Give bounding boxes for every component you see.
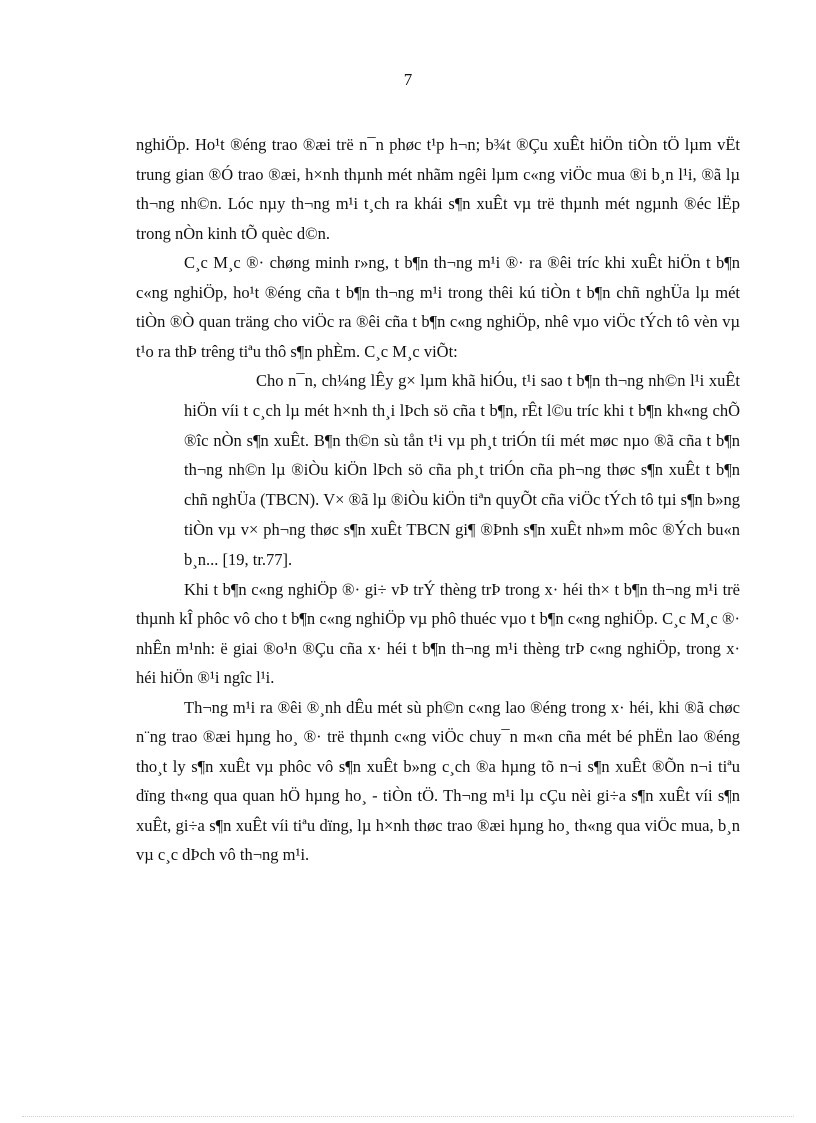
paragraph-industrial-capital: Khi t b¶n c«ng nghiÖp ®· gi÷ vÞ trÝ thèng trÞ trong x· héi th× t b¶n th¬ng m¹i trë thµnh kÎ phôc vô cho t b¶n c«ng nghiÖp vµ phô thuéc vµo t b¶n c«ng nghiÖp. C¸c M¸c ®· nhÊn m¹nh: ë giai ®o¹n ®Çu cña x· héi t b¶n th¬ng m¹i thèng trÞ c«ng nghiÖp, trong x· héi hiÖn ®¹i ngîc l¹i. <box>136 579 740 688</box>
paragraph-marx-proof: C¸c M¸c ®· chøng minh r»ng, t b¶n th¬ng m¹i ®· ra ®êi tríc khi xuÊt hiÖn t b¶n c«ng nghiÖp, ho¹t ®éng cña t b¶n th¬ng m¹i trong thêi kú tiÒn t b¶n chñ nghÜa lµ mét tiÒn ®Ò quan träng cho viÖc ra ®êi cña t b¶n c«ng nghiÖp, nhê vµo viÖc tÝch tô vèn vµ t¹o ra thÞ trêng tiªu thô s¶n phÈm. C¸c M¸c viÕt: <box>136 253 740 361</box>
page-number: 7 <box>403 70 413 89</box>
body-text <box>136 130 740 870</box>
paragraph-continuation: nghiÖp. Ho¹t ®éng trao ®æi trë n¯n phøc t¹p h¬n; b¾t ®Çu xuÊt hiÖn tiÒn tÖ lµm vËt trung gian ®Ó trao ®æi, h×nh thµnh mét nhãm ngêi lµm c«ng viÖc mua ®i b¸n l¹i, ®ã lµ th¬ng nh©n. Lóc nµy th¬ng m¹i t¸ch ra khái s¶n xuÊt vµ trë thµnh mét ngµnh ®éc lËp trong nÒn kinh tÕ quèc d©n. <box>136 135 740 243</box>
footer-divider <box>22 1116 794 1117</box>
block-quote: Cho n¯n, ch¼ng lÊy g× lµm khã hiÓu, t¹i sao t b¶n th¬ng nh©n l¹i xuÊt hiÖn víi t c¸ch lµ mét h×nh th¸i lÞch sö cña t b¶n, rÊt l©u tríc khi t b¶n kh«ng chÕ ®îc nÒn s¶n xuÊt. B¶n th©n sù tån t¹i vµ ph¸t triÓn tíi mét møc nµo ®ã cña t b¶n th¬ng nh©n lµ ®iÒu kiÖn lÞch sö cña ph¸t triÓn cña ph¬ng thøc s¶n xuÊt t b¶n chñ nghÜa (TBCN). V× ®ã lµ ®iÒu kiÖn tiªn quyÕt cña viÖc tÝch tô tµi s¶n b»ng tiÒn vµ v× ph¬ng thøc s¶n xuÊt TBCN gi¶ ®Þnh s¶n xuÊt nh»m môc ®Ých bu«n b¸n... [19, tr.77]. <box>184 371 740 569</box>
paragraph-trade-definition: Th¬ng m¹i ra ®êi ®¸nh dÊu mét sù ph©n c«ng lao ®éng trong x· héi, khi ®ã chøc n¨ng trao ®æi hµng ho¸ ®· trë thµnh c«ng viÖc chuy¯n m«n cña mét bé phËn lao ®éng tho¸t ly s¶n xuÊt vµ phôc vô s¶n xuÊt b»ng c¸ch ®a hµng tõ n¬i s¶n xuÊt ®Õn n¬i tiªu dïng th«ng qua quan hÖ hµng ho¸ - tiÒn tÖ. Th¬ng m¹i lµ cÇu nèi gi÷a s¶n xuÊt víi s¶n xuÊt, gi÷a s¶n xuÊt víi tiªu dïng, lµ h×nh thøc trao ®æi hµng ho¸ th«ng qua viÖc mua, b¸n vµ c¸c dÞch vô th¬ng m¹i. <box>136 697 740 865</box>
